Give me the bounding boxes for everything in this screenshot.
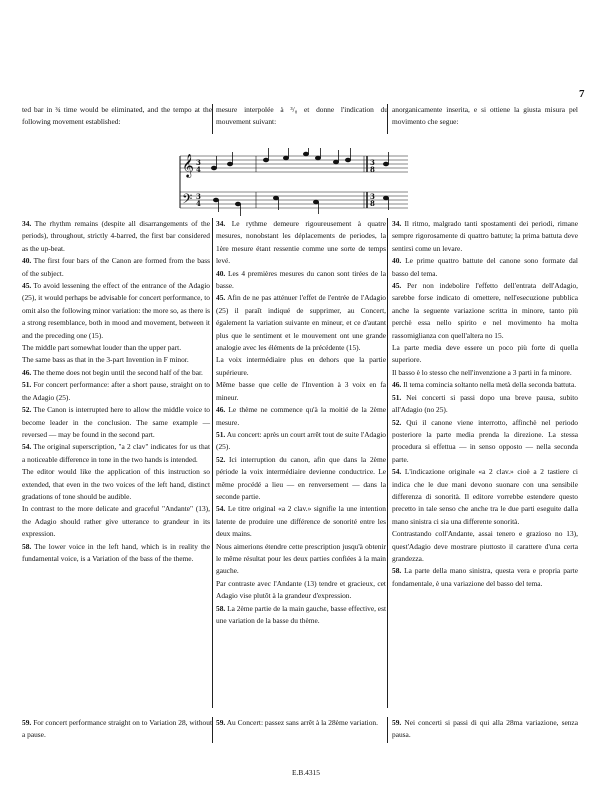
note-paragraph — [216, 354, 386, 379]
note-paragraph — [392, 379, 578, 391]
note-number: 46. — [22, 367, 32, 377]
note-paragraph — [392, 218, 578, 255]
note-number: 51. — [216, 429, 226, 439]
svg-text:3: 3 — [370, 158, 375, 167]
svg-text:8: 8 — [370, 199, 375, 208]
note-text: The theme does not begin until the second half of the bar. — [32, 367, 203, 377]
svg-text:8: 8 — [370, 165, 375, 174]
note-paragraph — [216, 541, 386, 578]
note-text: Le titre original «a 2 clav.» signifie la une intention latente de produire une différence de sonorité entre les deux mains. — [216, 504, 386, 539]
top-text-english: ted bar in ¾ time would be eliminated, and the tempo at the following movement established: — [22, 105, 212, 127]
note-text: The rhythm remains (despite all disarrangements of the periods), throughout, strictly 4-barred, the first bar considered as the up-beat. — [22, 219, 210, 253]
note-text: The first four bars of the Canon are formed from the bass of the subject. — [22, 256, 210, 278]
note-text: The Canon is interrupted here to allow the middle voice to become leader in the conclusion. The same example — reversed — may be found in the second part. — [22, 405, 211, 439]
note-text: Par contraste avec l'Andante (13) tendre et gracieux, cet Adagio vise plutôt à la grandeur d'expression. — [216, 578, 386, 601]
note-paragraph — [392, 392, 578, 417]
note-number: 34. — [392, 219, 402, 228]
top-text-italian: anorganicamente inserita, e si ottiene la giusta misura pel movimento che segue: — [392, 105, 578, 127]
note-text: Qui il canone viene interrotto, affinchè nel periodo posteriore la parte media prenda la direzione. La stessa procedura si effettua — in senso opposto — nella seconda parte. — [392, 417, 578, 464]
note-paragraph — [216, 429, 386, 454]
note-number: 45. — [216, 293, 226, 303]
note-number: 54. — [22, 442, 32, 452]
note-number: 45. — [22, 281, 32, 291]
note-number: 52. — [22, 405, 32, 415]
svg-text:3: 3 — [196, 192, 201, 201]
note-paragraph — [392, 280, 578, 342]
note-paragraph — [22, 503, 210, 540]
note-paragraph — [216, 454, 386, 504]
note-text: La parte della mano sinistra, questa vera e propria parte fondamentale, è una variazione del basso del tema. — [392, 566, 578, 588]
note-number: 45. — [392, 281, 402, 291]
svg-text:3: 3 — [196, 158, 201, 167]
note-59-french: 59. Au Concert: passez sans arrêt à la 28ème variation. — [216, 718, 378, 727]
note-paragraph — [22, 354, 210, 366]
note-text: Nous aimerions étendre cette prescription jusqu'à obtenir le même résultat pour les deux parties confiées à la main gauche. — [216, 541, 386, 576]
note-paragraph — [392, 255, 578, 280]
note-text: L'indicazione originale «a 2 clav.» cioè a 2 tastiere ci indica che le due mani devono suonare con una sensibile differenza di sonorità. Il editore vorrebbe estendere questo precetto in tale senso che anche tra le due parti eseguite dalla mano sinistra ci sia una differente sonorità. — [392, 467, 578, 526]
note-text: The original superscription, "a 2 clav" indicates for us that a noticeable difference in tone in the two hands is intended. — [22, 442, 210, 464]
column-divider — [212, 218, 213, 708]
note-number: 51. — [22, 380, 32, 390]
note-paragraph — [22, 466, 210, 503]
note-text: The lower voice in the left hand, which is in reality the fundamental voice, is a Variation of the bass of the theme. — [22, 541, 211, 563]
note-paragraph — [216, 404, 386, 429]
note-paragraph — [22, 280, 210, 342]
note-number: 52. — [392, 417, 402, 427]
column-divider — [387, 104, 388, 134]
note-text: Il ritmo, malgrado tanti spostamenti dei periodi, rimane sempre rigorosamente di quattro battute; la prima battuta deve sentirsi come un levare. — [392, 219, 578, 253]
note-text: Le thème ne commence qu'à la moitié de la 2ème mesure. — [216, 405, 386, 427]
note-number: 34. — [216, 219, 226, 228]
note-text: Afin de ne pas atténuer l'effet de l'entrée de l'Adagio (25) il paraît indiqué de supprimer, au Concert, également la variation suivante en mineur, et ce d'autant plus que le sentiment et le mouvement ont une grande analogie avec les éléments de la précédente (15). — [216, 293, 386, 353]
note-number: 52. — [216, 454, 226, 464]
note-paragraph — [216, 503, 386, 540]
note-paragraph — [216, 292, 386, 354]
italian-column — [392, 218, 578, 590]
music-example — [176, 148, 412, 222]
note-number: 34. — [22, 219, 32, 228]
note-paragraph — [216, 268, 386, 293]
plate-number: E.B.4315 — [292, 768, 320, 777]
note-59-italian: 59. Nei concerti si passi di qui alla 28ma variazione, senza pausa. — [392, 718, 578, 740]
column-divider — [212, 717, 213, 743]
note-paragraph — [22, 255, 210, 280]
column-divider — [387, 717, 388, 743]
note-paragraph — [22, 218, 210, 255]
svg-text:𝄢: 𝄢 — [182, 191, 193, 210]
note-number: 40. — [216, 268, 226, 278]
note-text: La parte media deve essere un poco più forte di quella superiore. — [392, 343, 578, 365]
note-paragraph — [22, 342, 210, 354]
note-paragraph — [392, 342, 578, 367]
note-paragraph — [392, 367, 578, 379]
french-column — [216, 218, 386, 627]
column-divider — [387, 218, 388, 708]
note-text: Nei concerti si passi dopo una breve pausa, subito all'Adagio (no 25). — [392, 392, 578, 415]
note-number: 54. — [216, 504, 226, 514]
note-number: 54. — [392, 467, 402, 477]
note-number: 46. — [392, 380, 402, 390]
note-paragraph — [216, 603, 386, 628]
note-text: In contrast to the more delicate and graceful "Andante" (13), the Adagio should rather give utterance to grandeur in its expression. — [22, 504, 210, 539]
note-text: Le rythme demeure rigoureusement à quatre mesures, nonobstant les déplacements de periodes, la 1ère mesure étant ressentie comme une sorte de temps levé. — [216, 219, 386, 266]
note-text: Ici interruption du canon, afin que dans la 2ème période la voix intermédiaire devienne conductrice. Le même procédé a lieu — en renversement — dans la seconde partie. — [216, 454, 386, 501]
note-number: 40. — [392, 256, 402, 266]
note-number: 58. — [22, 541, 32, 551]
note-text: Au concert: après un court arrêt tout de suite l'Adagio (25). — [216, 429, 386, 452]
note-text: Même basse que celle de l'Invention à 3 voix en fa mineur. — [216, 380, 386, 402]
column-divider — [212, 104, 213, 134]
note-paragraph — [392, 528, 578, 565]
svg-text:𝄞: 𝄞 — [182, 153, 194, 177]
note-text: The same bass as that in the 3-part Invention in F minor. — [22, 355, 189, 365]
note-text: Le prime quattro battute del canone sono formate dal basso del tema. — [392, 256, 578, 278]
note-number: 40. — [22, 256, 32, 266]
note-paragraph — [22, 404, 210, 441]
note-text: The middle part somewhat louder than the upper part. — [22, 343, 182, 353]
note-paragraph — [216, 578, 386, 603]
note-paragraph — [392, 466, 578, 528]
svg-text:3: 3 — [370, 192, 375, 201]
note-text: For concert performance: after a short pause, straight on to the Adagio (25). — [22, 380, 210, 402]
note-paragraph — [22, 541, 210, 566]
note-text: Il basso è lo stesso che nell'invenzione a 3 parti in fa minore. — [392, 367, 572, 377]
note-text: Les 4 premières mesures du canon sont tirées de la basse. — [216, 268, 386, 291]
note-paragraph — [22, 441, 210, 466]
note-paragraph — [22, 379, 210, 404]
note-number: 51. — [392, 392, 402, 402]
note-text: Contrastando coll'Andante, assai tenero e grazioso no 13), quest'Adagio deve mostrare piuttosto il carattere d'una certa grandezza. — [392, 529, 578, 563]
note-paragraph — [22, 367, 210, 379]
note-number: 58. — [392, 566, 402, 576]
note-text: Per non indebolire l'effetto dell'entrata dell'Adagio, sarebbe forse indicato di omettere, nell'esecuzione pubblica anche la seguente variazione scritta in minore, tanto più perchè essa nello spirito e nel movimento ha molta rassomiglianza con quell'altera no 15. — [392, 281, 578, 340]
note-59-english: 59. For concert performance straight on to Variation 28, without a pause. — [22, 718, 213, 740]
note-number: 58. — [216, 603, 226, 613]
svg-text:4: 4 — [196, 165, 201, 174]
note-paragraph — [216, 379, 386, 404]
note-paragraph — [216, 218, 386, 268]
note-text: The editor would like the application of this instruction so extended, that even in the two voices of the left hand, distinct gradations of tone should be audible. — [22, 467, 210, 501]
note-number: 46. — [216, 405, 226, 415]
note-text: La 2ème partie de la main gauche, basse effective, est une variation de la basse du thème. — [216, 603, 387, 625]
note-text: To avoid lessening the effect of the entrance of the Adagio (25), it would perhaps be advisable for concert performance, to omit also the following minor variation: the more so, as there is a strong resemblance, both in mood and movement, between it and the preceding one (15). — [22, 281, 211, 340]
top-text-french: mesure interpolée à ³/₈ et donne l'indication du mouvement suivant: — [216, 105, 388, 127]
page-number: 7 — [579, 88, 585, 100]
note-paragraph — [392, 565, 578, 590]
note-paragraph — [392, 417, 578, 467]
note-text: Il tema comincia soltanto nella metà della seconda battuta. — [403, 380, 577, 390]
note-text: La voix intermédiaire plus en dehors que la partie supérieure. — [216, 355, 386, 377]
svg-text:4: 4 — [196, 199, 201, 208]
english-column — [22, 218, 210, 565]
